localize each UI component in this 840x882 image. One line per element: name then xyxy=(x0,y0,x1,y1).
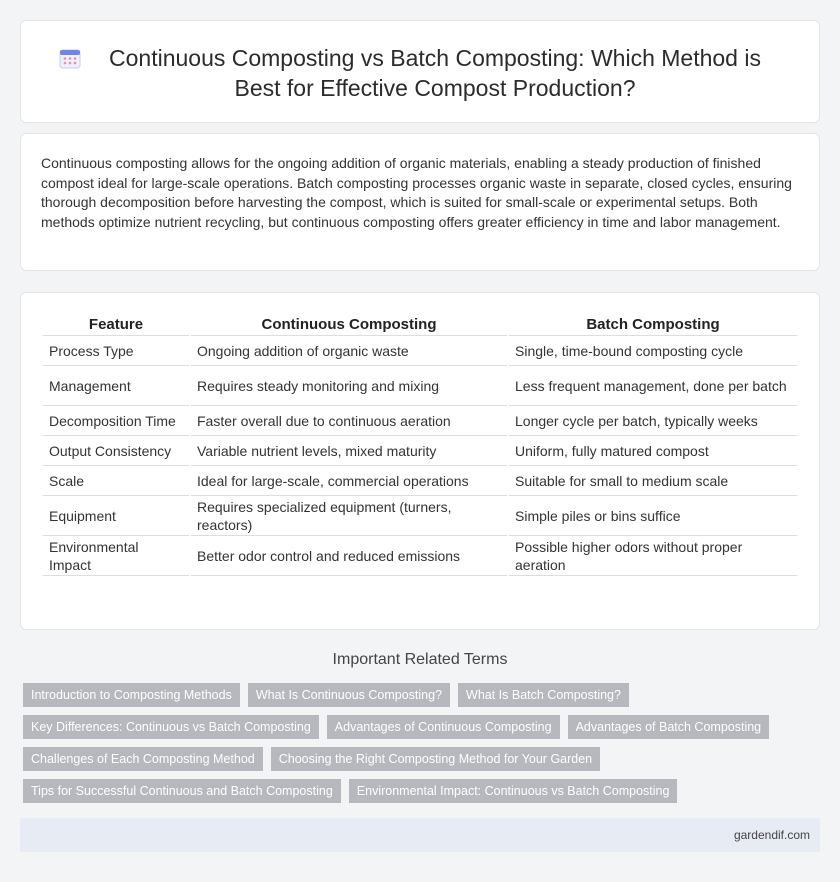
intro-paragraph: Continuous composting allows for the ongoing addition of organic materials, enabling a steady production of finished compost ideal for large-scale operations. Batch composting processes organic waste in separate, closed cycles, ensuring thorough decomposition before harvesting the compost, which is suited for small-scale or experimental setups. Both methods optimize nutrient recycling, but continuous composting offers greater efficiency in time and labor management. xyxy=(41,155,792,230)
header-feature: Feature xyxy=(43,313,189,336)
related-term-tag[interactable]: Key Differences: Continuous vs Batch Composting xyxy=(23,715,319,739)
related-term-tag[interactable]: Tips for Successful Continuous and Batch Composting xyxy=(23,779,341,803)
related-term-tag[interactable]: Environmental Impact: Continuous vs Batch Composting xyxy=(349,779,678,803)
header-continuous: Continuous Composting xyxy=(191,313,507,336)
related-term-tag[interactable]: Introduction to Composting Methods xyxy=(23,683,240,707)
related-term-tag[interactable]: What Is Batch Composting? xyxy=(458,683,629,707)
table-row xyxy=(43,536,797,576)
related-term-tag[interactable]: Advantages of Continuous Composting xyxy=(327,715,560,739)
footer-site-link[interactable]: gardendif.com xyxy=(733,828,810,842)
related-term-tag[interactable]: Choosing the Right Composting Method for Your Garden xyxy=(271,747,600,771)
table-row xyxy=(43,336,797,366)
batch-cell: Single, time-bound composting cycle xyxy=(509,336,797,366)
related-term-tag[interactable]: Challenges of Each Composting Method xyxy=(23,747,263,771)
feature-cell: Equipment xyxy=(43,496,189,536)
table-row xyxy=(43,366,797,406)
batch-cell: Possible higher odors without proper aeration xyxy=(509,536,797,576)
feature-cell: Output Consistency xyxy=(43,436,189,466)
table-row xyxy=(43,436,797,466)
related-term-tag[interactable]: Advantages of Batch Composting xyxy=(568,715,770,739)
feature-cell: Decomposition Time xyxy=(43,406,189,436)
continuous-cell: Requires specialized equipment (turners, reactors) xyxy=(191,496,507,536)
header-card xyxy=(20,20,820,123)
feature-cell: Environmental Impact xyxy=(43,536,189,576)
table-header-row xyxy=(43,313,797,336)
comparison-table xyxy=(41,313,799,576)
continuous-cell: Faster overall due to continuous aeration xyxy=(191,406,507,436)
batch-cell: Suitable for small to medium scale xyxy=(509,466,797,496)
title-line-2: Best for Effective Compost Production? xyxy=(234,75,636,101)
batch-cell: Longer cycle per batch, typically weeks xyxy=(509,406,797,436)
table-row xyxy=(43,466,797,496)
title-line-1: Continuous Composting vs Batch Composting: Which Method is xyxy=(109,45,761,71)
continuous-cell: Ongoing addition of organic waste xyxy=(191,336,507,366)
related-terms-title: Important Related Terms xyxy=(332,651,508,668)
continuous-cell: Better odor control and reduced emissions xyxy=(191,536,507,576)
page-title xyxy=(71,43,799,103)
continuous-cell: Variable nutrient levels, mixed maturity xyxy=(191,436,507,466)
batch-cell: Simple piles or bins suffice xyxy=(509,496,797,536)
header-batch: Batch Composting xyxy=(509,313,797,336)
continuous-cell: Requires steady monitoring and mixing xyxy=(191,366,507,406)
table-row xyxy=(43,496,797,536)
tag-row xyxy=(23,747,823,771)
tag-row xyxy=(23,683,823,707)
feature-cell: Scale xyxy=(43,466,189,496)
batch-cell: Uniform, fully matured compost xyxy=(509,436,797,466)
tag-row xyxy=(23,715,823,739)
batch-cell: Less frequent management, done per batch xyxy=(509,366,797,406)
feature-cell: Process Type xyxy=(43,336,189,366)
tag-row xyxy=(23,779,823,803)
feature-cell: Management xyxy=(43,366,189,406)
footer xyxy=(20,818,820,852)
comparison-table-card xyxy=(20,292,820,630)
table-row xyxy=(43,406,797,436)
related-terms-list xyxy=(23,683,823,811)
intro-card xyxy=(20,133,820,271)
related-term-tag[interactable]: What Is Continuous Composting? xyxy=(248,683,450,707)
continuous-cell: Ideal for large-scale, commercial operations xyxy=(191,466,507,496)
